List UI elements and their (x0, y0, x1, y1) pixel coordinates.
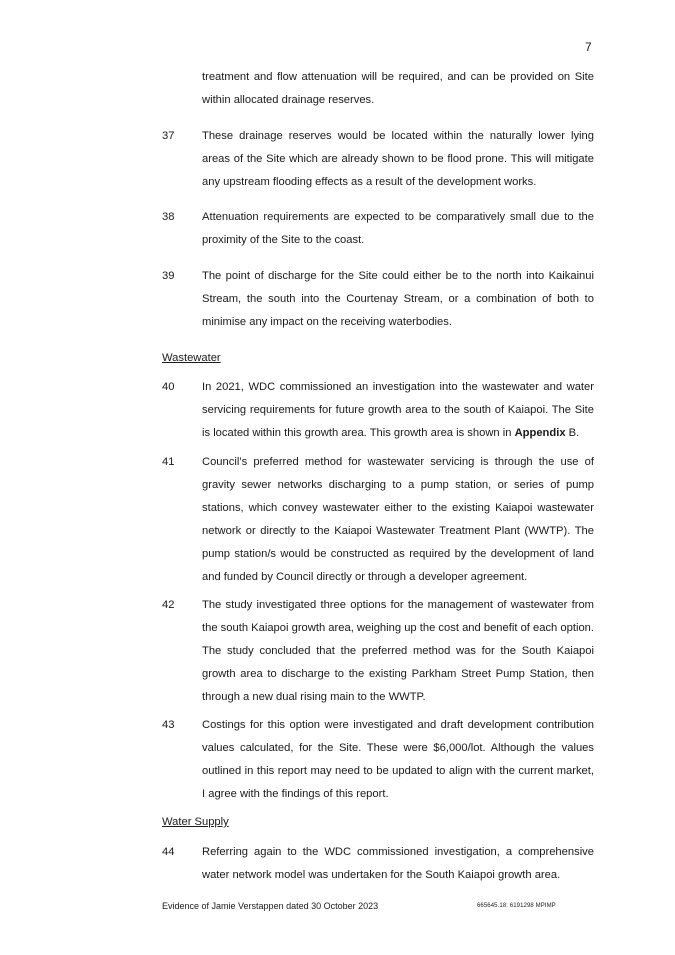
footer-left: Evidence of Jamie Verstappen dated 30 October 2023 (162, 901, 379, 911)
paragraph-number: 41 (162, 456, 175, 468)
paragraph-text: These drainage reserves would be located within the naturally lower lying areas of the Site which are already shown to be flood prone. This will mitigate any upstream flooding effects as a result of the development works. (202, 130, 594, 188)
paragraph-38 (162, 206, 594, 252)
paragraph-number: 40 (162, 381, 175, 393)
paragraph-text-part: B. (565, 427, 580, 439)
paragraph-number: 42 (162, 599, 175, 611)
paragraph-text: The point of discharge for the Site could either be to the north into Kaikainui Stream, the south into the Courtenay Stream, or a combination of both to minimise any impact on the receiving waterbodies. (202, 270, 594, 328)
paragraph-text-part: In 2021, WDC commissioned an investigation into the wastewater and water servicing requirements for future growth area to the south of Kaiapoi. The Site is located within this growth area. This growth area is shown in (202, 381, 594, 439)
footer-reference: 665645.18: 6191298 MPIMP (477, 903, 556, 909)
paragraph-text: Attenuation requirements are expected to be comparatively small due to the proximity of the Site to the coast. (202, 211, 594, 246)
paragraph-text: treatment and flow attenuation will be required, and can be provided on Site within allocated drainage reserves. (202, 71, 594, 106)
paragraph-39 (162, 265, 594, 334)
paragraph-number: 38 (162, 211, 175, 223)
paragraph-text: The study investigated three options for the management of wastewater from the south Kaiapoi growth area, weighing up the cost and benefit of each option. The study concluded that the preferred method was for the South Kaiapoi growth area to discharge to the existing Parkham Street Pump Station, then through a new dual rising main to the WWTP. (202, 599, 594, 703)
paragraph-41 (162, 451, 594, 589)
page-number: 7 (585, 40, 592, 54)
paragraph-44 (162, 841, 594, 887)
paragraph-text: Costings for this option were investigated and draft development contribution values calculated, for the Site. These were $6,000/lot. Although the values outlined in this report may need to be updated to align with the current market, I agree with the findings of this report. (202, 719, 594, 800)
paragraph-43 (162, 714, 594, 806)
paragraph-number: 43 (162, 719, 175, 731)
paragraph-37 (162, 125, 594, 194)
paragraph-40 (162, 376, 594, 445)
section-heading-wastewater: Wastewater (162, 352, 221, 364)
paragraph-text (202, 376, 594, 445)
paragraph-number: 39 (162, 270, 175, 282)
continued-paragraph (162, 66, 594, 112)
paragraph-number: 37 (162, 130, 175, 142)
section-heading-water-supply: Water Supply (162, 816, 229, 828)
appendix-reference: Appendix (514, 427, 566, 439)
paragraph-42 (162, 594, 594, 709)
paragraph-text: Referring again to the WDC commissioned investigation, a comprehensive water network model was undertaken for the South Kaiapoi growth area. (202, 846, 594, 881)
paragraph-text: Council’s preferred method for wastewater servicing is through the use of gravity sewer networks discharging to a pump station, or series of pump stations, which convey wastewater either to the existing Kaiapoi wastewater network or directly to the Kaiapoi Wastewater Treatment Plant (WWTP). The pump station/s would be constructed as required by the development of land and funded by Council directly or through a developer agreement. (202, 456, 594, 583)
paragraph-number: 44 (162, 846, 175, 858)
